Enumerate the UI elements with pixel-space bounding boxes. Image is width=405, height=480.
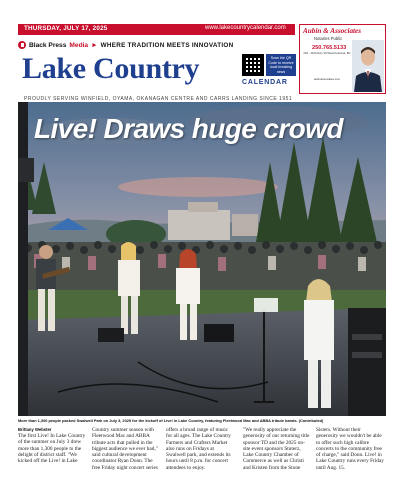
masthead-title: Lake Country bbox=[22, 52, 200, 85]
advertisement[interactable] bbox=[299, 24, 386, 94]
publisher-media: Media bbox=[69, 41, 89, 49]
concert-photo bbox=[18, 102, 386, 416]
publisher-name: Black Press bbox=[29, 41, 67, 49]
black-press-logo-icon bbox=[18, 41, 26, 49]
ad-title: Aubin & Associates bbox=[303, 27, 362, 35]
calendar-label: CALENDAR bbox=[242, 79, 288, 86]
byline: Brittany Webster bbox=[18, 427, 52, 432]
issue-date: THURSDAY, JULY 17, 2025 bbox=[24, 25, 108, 32]
masthead-tagline: PROUDLY SERVING WINFIELD, OYAMA, OKANAGAN CENTRE AND CARRS LANDING SINCE 1951 bbox=[24, 96, 293, 102]
qr-code-icon[interactable] bbox=[242, 54, 264, 76]
ad-website: aubinassociates.com bbox=[313, 77, 341, 81]
ad-portrait bbox=[352, 40, 384, 92]
portrait-image bbox=[352, 40, 384, 92]
article-column-1: The first Live! In Lake Country of the summer on July 3 drew more than 1,300 people to the delight of district staff. "We kicked off the Live! in Lake bbox=[18, 433, 86, 465]
website-link[interactable]: www.lakecountrycalendar.com bbox=[205, 25, 286, 31]
concert-scene bbox=[18, 102, 386, 416]
ad-phone: 250.765.5133 bbox=[312, 45, 347, 51]
ad-address: 202 - 1100 Hwy 33 West Kelowna, BC bbox=[303, 51, 351, 55]
headline: Live! Draws huge crowd bbox=[34, 113, 343, 144]
article-column-5: Sisters. Without their generosity we wouldn't be able to offer such high calibre concerts to the community free of charge," said Donn. Live! in Lake Country runs every Friday until Aug. 15. bbox=[316, 427, 384, 471]
article-column-3: offers a broad range of music for all ages. The Lake Country Farmers and Crafters Market also runs on Fridays at Swalwell park, and extends its hours until 8 p.m. for concert attendees to enjoy. bbox=[166, 427, 231, 471]
publisher-bar bbox=[18, 39, 233, 51]
publisher-tagline: WHERE TRADITION MEETS INNOVATION bbox=[100, 41, 234, 49]
qr-caption: Scan the QR Code to receive local breaking news bbox=[266, 54, 296, 76]
article-column-2: Country summer season with Fleetwood Mac and ABBA tribute acts that pulled in the biggest audience we ever had," said cultural development coordinator Ryan Donn. The free Friday night concert series bbox=[92, 427, 158, 471]
ad-subtitle: Notaries Public bbox=[314, 36, 343, 41]
arrow-icon: ► bbox=[91, 41, 98, 49]
photo-caption: More than 1,300 people packed Swalwell Park on July 3, 2025 for the kickoff of Live! in Lake Country, featuring Fleetwood Mac and ABBA tribute bands. (Contributed) bbox=[18, 418, 324, 423]
article-column-4: "We really appreciate the generosity of our returning title sponsor TD and the 2025 on-site event sponsors Stuterz, Lake Country Chamber of Commerce as well as Christi and Kristen from the Stone bbox=[243, 427, 310, 471]
